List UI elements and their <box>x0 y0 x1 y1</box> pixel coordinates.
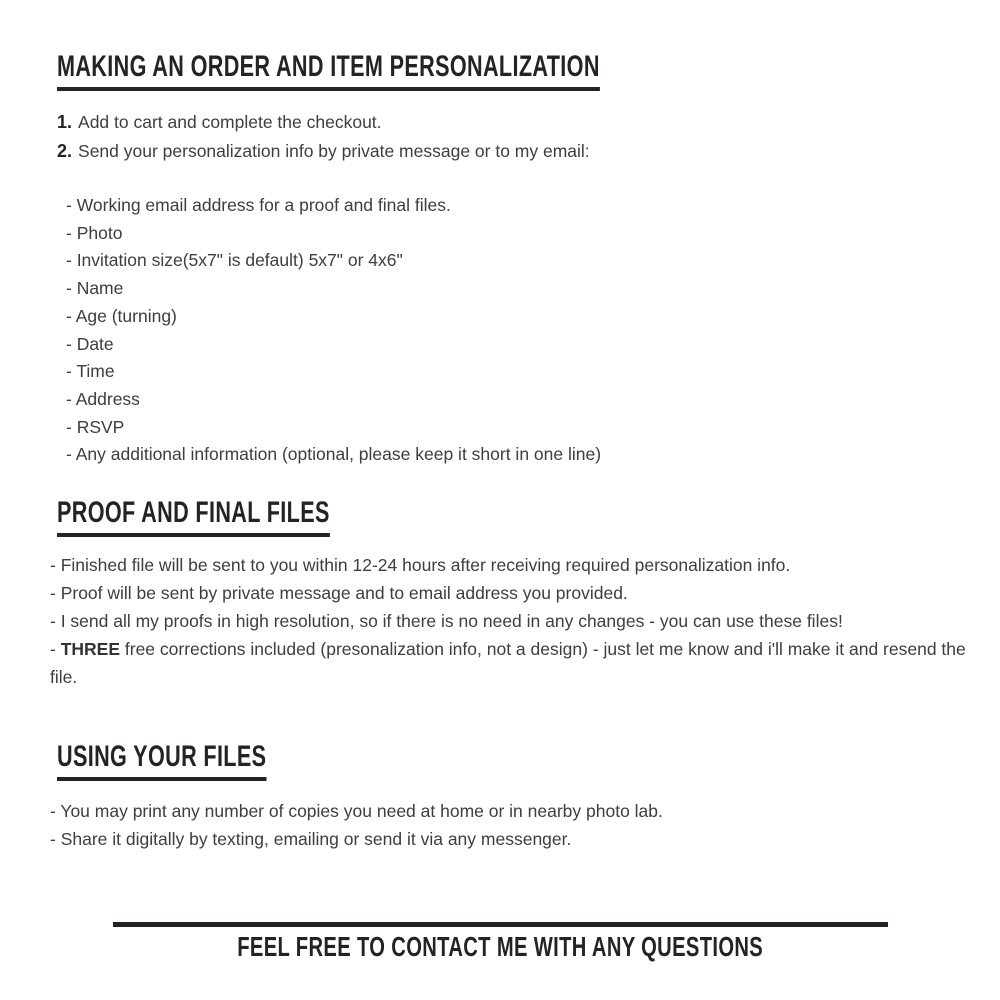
step-number: 2. <box>57 140 73 161</box>
list-item: - RSVP <box>66 416 125 437</box>
section-heading-making-order: MAKING AN ORDER AND ITEM PERSONALIZATION <box>57 52 600 91</box>
list-item: - Name <box>66 278 124 299</box>
corrections-note-text: free corrections included (presonalization info, not a design) - just let me know and i'll make it and resend the file. <box>50 639 966 687</box>
list-item: - Working email address for a proof and final files. <box>66 195 451 215</box>
corrections-note <box>50 635 991 691</box>
list-item: - Any additional information (optional, please keep it short in one line) <box>66 444 602 465</box>
ordering-step-1 <box>57 108 590 137</box>
list-item: - Finished file will be sent to you within 12-24 hours after receiving required personalization info. <box>50 555 791 575</box>
corrections-count-emphasis: THREE <box>60 639 121 659</box>
corrections-note-prefix: - <box>50 639 61 659</box>
section-heading-using-files: USING YOUR FILES <box>57 742 266 781</box>
step-number: 1. <box>57 112 73 132</box>
usage-info-list <box>50 797 991 853</box>
list-item: - Photo <box>66 222 123 243</box>
list-item: - Invitation size(5x7" is default) 5x7" or 4x6" <box>66 250 403 271</box>
list-item: - Address <box>66 388 140 409</box>
list-item: - Time <box>66 361 115 382</box>
footer-contact-message: FEEL FREE TO CONTACT ME WITH ANY QUESTIONS <box>237 931 763 962</box>
proof-info-list <box>50 551 991 691</box>
list-item: - You may print any number of copies you need at home or in nearby photo lab. <box>50 801 663 821</box>
footer-divider-rule <box>113 922 888 927</box>
list-item: - Proof will be sent by private message and to email address you provided. <box>50 583 628 603</box>
list-item: - Age (turning) <box>66 305 177 326</box>
step-text: Add to cart and complete the checkout. <box>78 112 382 132</box>
list-item: - Share it digitally by texting, emailing or send it via any messenger. <box>50 829 572 849</box>
list-item: - I send all my proofs in high resolution, so if there is no need in any changes - you can use these files! <box>50 611 843 631</box>
section-heading-proof-final-files: PROOF AND FINAL FILES <box>57 498 330 537</box>
ordering-step-2 <box>57 137 590 166</box>
personalization-info-list <box>66 192 601 469</box>
footer-banner <box>0 931 1000 963</box>
step-text: Send your personalization info by private message or to my email: <box>78 140 590 161</box>
ordering-steps-list <box>57 108 590 165</box>
list-item: - Date <box>66 333 114 354</box>
